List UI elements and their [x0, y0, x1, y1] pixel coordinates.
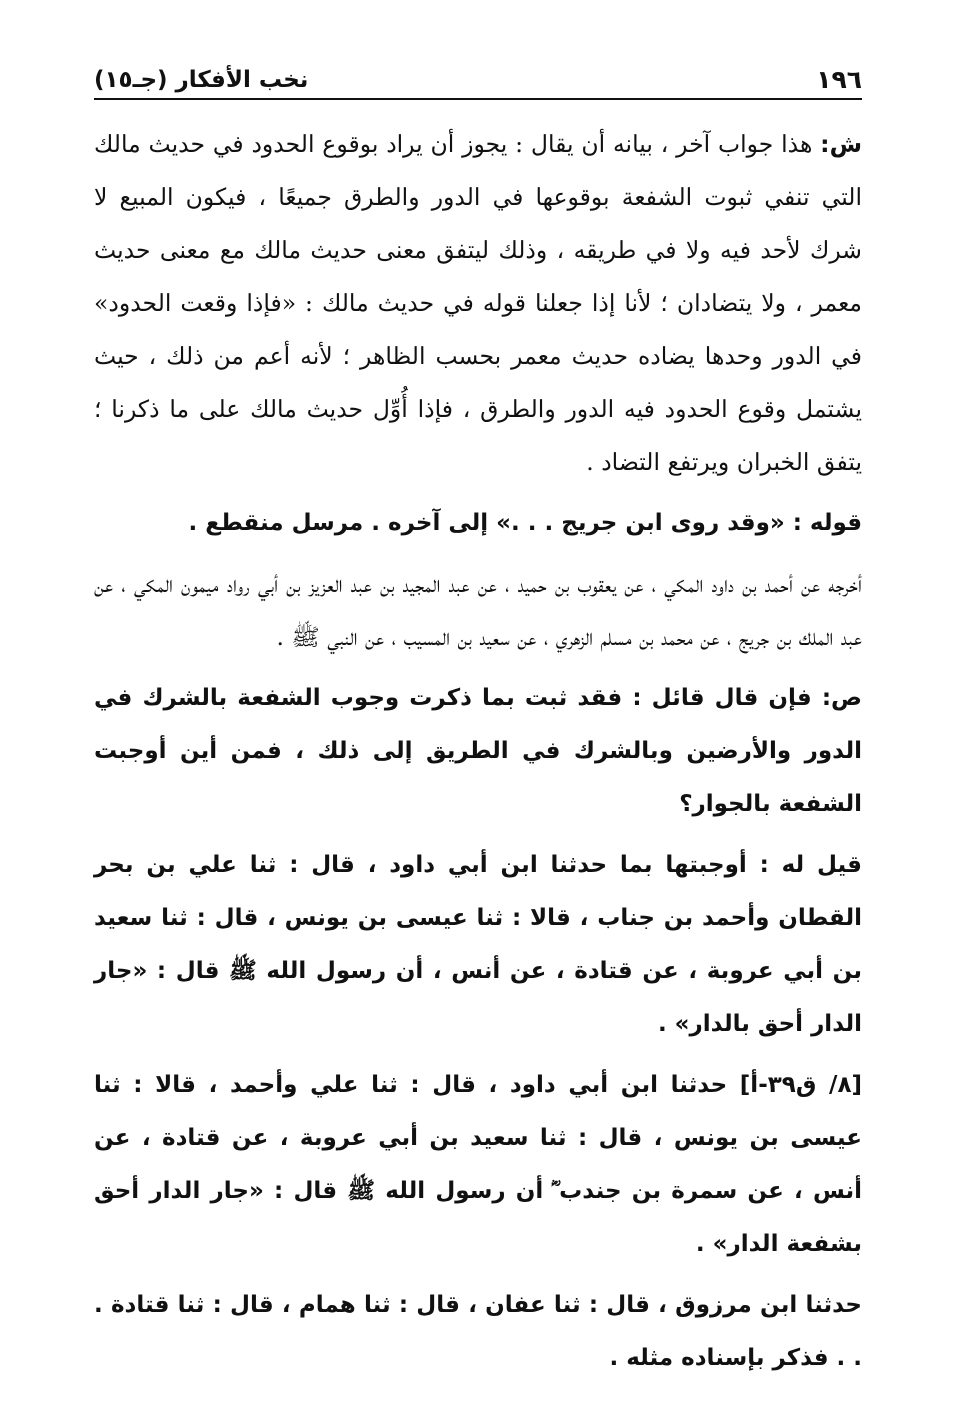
main-text-paragraph: [94, 672, 862, 831]
page-number: ١٩٦: [816, 65, 862, 94]
paragraph-label: ص:: [821, 685, 862, 711]
paragraph-label: ش:: [820, 130, 862, 158]
isnad-paragraph: [94, 558, 862, 664]
main-text-paragraph: [94, 1059, 862, 1271]
running-title: نخب الأفكار (جـ١٥): [94, 67, 309, 93]
main-text-paragraph: [94, 1279, 862, 1385]
running-head: [94, 58, 862, 100]
commentary-paragraph: [94, 118, 862, 489]
paragraph-text: قيل له : أوجبتها بما حدثنا ابن أبي داود ، قال : ثنا علي بن بحر القطان وأحمد بن جناب ، قالا : ثنا عيسى بن يونس ، قال : ثنا سعيد بن أبي عروبة ، عن قتادة ، عن أنس ، أن رسول الله ﷺ قال : «جار الدار أحق بالدار» .: [94, 852, 862, 1037]
paragraph-text: فإن قال قائل : فقد ثبت بما ذكرت وجوب الشفعة بالشرك في الدور والأرضين وبالشرك في الطريق إلى ذلك ، فمن أين أوجبت الشفعة بالجوار؟: [94, 685, 862, 817]
manuscript-marker: [٨/ ق٣٩-أ]: [739, 1072, 862, 1098]
quoted-statement-paragraph: [94, 497, 862, 550]
page-body: [94, 118, 862, 1385]
paragraph-text: حدثنا ابن مرزوق ، قال : ثنا عفان ، قال : ثنا همام ، قال : ثنا قتادة . . . فذكر بإسناده مثله .: [94, 1292, 862, 1371]
main-text-paragraph: [94, 839, 862, 1051]
paragraph-text: حدثنا ابن أبي داود ، قال : ثنا علي وأحمد ، قالا : ثنا عيسى بن يونس ، قال : ثنا سعيد بن أبي عروبة ، عن قتادة ، عن أنس ، عن سمرة بن جندب ؓ أن رسول الله ﷺ قال : «جار الدار أحق بشفعة الدار» .: [94, 1072, 862, 1257]
book-page: [94, 58, 862, 1385]
paragraph-text: هذا جواب آخر ، بيانه أن يقال : يجوز أن يراد بوقوع الحدود في حديث مالك التي تنفي ثبوت الشفعة بوقوعها في الدور والطرق جميعًا ، فيكون المبيع لا شرك لأحد فيه ولا في طريقه ، وذلك ليتفق معنى حديث مالك مع معنى حديث معمر ، ولا يتضادان ؛ لأنا إذا جعلنا قوله في حديث مالك : «فإذا وقعت الحدود» في الدور وحدها يضاده حديث معمر بحسب الظاهر ؛ لأنه أعم من ذلك ، حيث يشتمل وقوع الحدود فيه الدور والطرق ، فإذا أُوِّل حديث مالك على ما ذكرنا ؛ يتفق الخبران ويرتفع التضاد .: [94, 130, 862, 476]
paragraph-text: أخرجه عن أحمد بن داود المكي ، عن يعقوب بن حميد ، عن عبد المجيد بن عبد العزيز بن أبي رواد ميمون المكي ، عن عبد الملك بن جريج ، عن محمد بن مسلم الزهري ، عن سعيد بن المسيب ، عن النبي ﷺ .: [94, 570, 862, 651]
paragraph-text: قوله : «وقد روى ابن جريج . . .» إلى آخره . مرسل منقطع .: [188, 510, 862, 536]
